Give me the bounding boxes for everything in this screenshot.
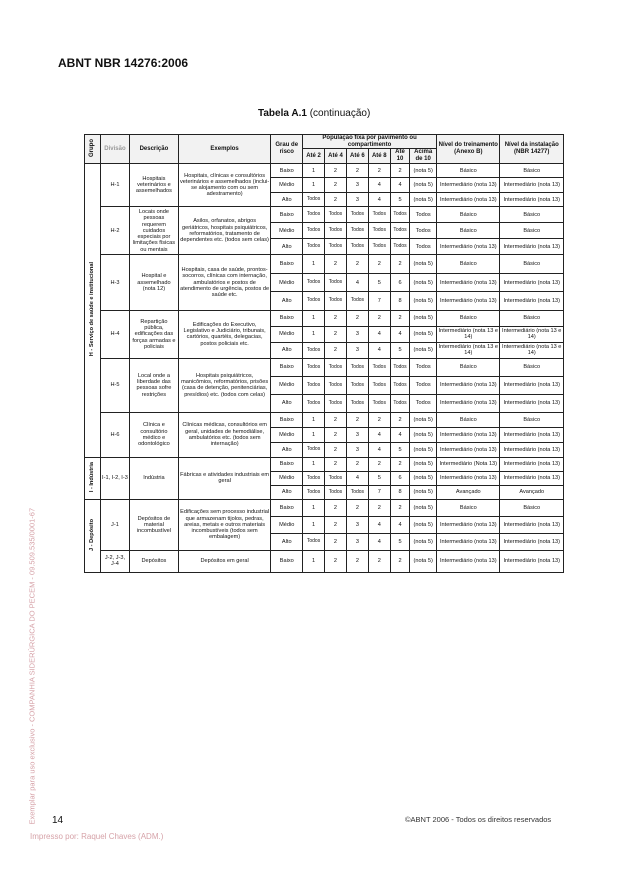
training-level: Intermediário (nota 13): [437, 376, 500, 394]
population-cell: Todos: [303, 376, 325, 394]
population-cell: (nota 5): [410, 427, 437, 442]
population-cell: (nota 5): [410, 178, 437, 193]
population-cell: 2: [346, 457, 368, 471]
table-row: [85, 358, 564, 376]
population-cell: Todos: [390, 207, 409, 223]
division-code: H-4: [100, 310, 129, 358]
training-level: Intermediário (nota 13): [437, 471, 500, 485]
installation-level: Intermediário (nota 13 e 14): [500, 326, 564, 342]
population-cell: Todos: [410, 376, 437, 394]
training-level: Básico: [437, 163, 500, 178]
population-cell: 2: [390, 550, 409, 572]
training-level: Básico: [437, 255, 500, 274]
installation-level: Intermediário (nota 13 e 14): [500, 342, 564, 358]
group-cell: [85, 499, 101, 572]
training-level: Intermediário (nota 13): [437, 516, 500, 533]
col-ate6: Até 6: [346, 149, 368, 163]
installation-level: Intermediário (nota 13): [500, 550, 564, 572]
installation-level: Intermediário (nota 13): [500, 178, 564, 193]
population-cell: (nota 5): [410, 192, 437, 207]
population-cell: 2: [325, 533, 347, 550]
population-cell: 4: [368, 516, 390, 533]
training-level: Intermediário (Nota 13): [437, 457, 500, 471]
population-cell: Todos: [325, 394, 347, 412]
population-cell: Todos: [325, 207, 347, 223]
population-cell: (nota 5): [410, 292, 437, 311]
population-cell: 2: [390, 255, 409, 274]
population-cell: Todos: [346, 223, 368, 239]
division-examples: Asilos, orfanatos, abrigos geriátricos, hospitais psiquiátricos, reformatórios, tratamento de dependentes etc. (todos sem celas): [178, 207, 271, 255]
division-description: Depósitos de material incombustível: [130, 499, 179, 550]
table-body: [85, 163, 564, 572]
population-cell: Todos: [303, 394, 325, 412]
division-examples: Edificações sem processo industrial que armazenam tijolos, pedras, areias, metais e outros materiais incombustíveis (todos sem embalagem): [178, 499, 271, 550]
group-cell: [85, 457, 101, 499]
population-cell: 4: [368, 178, 390, 193]
population-cell: 2: [325, 427, 347, 442]
risk-level: Baixo: [271, 412, 303, 427]
division-examples: Hospitais, clínicas e consultórios veterinários e assemelhados (inclui-se alojamento com ou sem adestramento): [178, 163, 271, 207]
population-cell: Todos: [346, 239, 368, 255]
population-cell: Todos: [325, 485, 347, 499]
population-cell: Todos: [303, 292, 325, 311]
risk-level: Alto: [271, 442, 303, 457]
division-code: I-1, I-2, I-3: [100, 457, 129, 499]
printed-by: Impresso por: Raquel Chaves (ADM.): [30, 832, 164, 841]
population-cell: Todos: [303, 533, 325, 550]
population-cell: 4: [368, 442, 390, 457]
population-cell: (nota 5): [410, 412, 437, 427]
installation-level: Intermediário (nota 13): [500, 192, 564, 207]
population-cell: Todos: [346, 485, 368, 499]
table-row: [85, 255, 564, 274]
population-cell: 1: [303, 516, 325, 533]
col-grupo: Grupo: [85, 135, 101, 164]
population-cell: Todos: [368, 358, 390, 376]
population-cell: 2: [325, 342, 347, 358]
table-row: [85, 499, 564, 516]
training-level: Intermediário (nota 13): [437, 178, 500, 193]
group-cell: [85, 163, 101, 457]
population-cell: 7: [368, 292, 390, 311]
population-cell: Todos: [410, 394, 437, 412]
population-cell: 2: [325, 310, 347, 326]
population-cell: 2: [325, 550, 347, 572]
population-cell: 2: [325, 516, 347, 533]
risk-level: Alto: [271, 342, 303, 358]
division-description: Hospital e assemelhado (nota 12): [130, 255, 179, 311]
division-examples: Hospitais psiquiátricos, manicômios, reformatórios, prisões (casa de detenção, penitenciárias, presídios) etc. (todos com celas): [178, 358, 271, 412]
installation-level: Intermediário (nota 13): [500, 394, 564, 412]
division-examples: Edificações do Executivo, Legislativo e Judiciário, tribunais, cartórios, quartéis, delegacias, postos policiais etc.: [178, 310, 271, 358]
population-cell: 5: [390, 192, 409, 207]
col-ate2: Até 2: [303, 149, 325, 163]
population-cell: (nota 5): [410, 516, 437, 533]
population-cell: 1: [303, 550, 325, 572]
population-cell: (nota 5): [410, 163, 437, 178]
population-cell: (nota 5): [410, 273, 437, 292]
risk-level: Médio: [271, 516, 303, 533]
population-cell: Todos: [346, 358, 368, 376]
risk-level: Médio: [271, 223, 303, 239]
population-cell: 2: [390, 412, 409, 427]
division-description: Hospitais veterinários e assemelhados: [130, 163, 179, 207]
risk-level: Alto: [271, 192, 303, 207]
population-cell: 1: [303, 310, 325, 326]
division-description: Indústria: [130, 457, 179, 499]
col-acima10: Acima de 10: [410, 149, 437, 163]
population-cell: 2: [368, 550, 390, 572]
population-cell: 8: [390, 485, 409, 499]
division-examples: Fábricas e atividades industriais em geral: [178, 457, 271, 499]
population-cell: Todos: [346, 292, 368, 311]
population-cell: (nota 5): [410, 457, 437, 471]
population-cell: Todos: [303, 342, 325, 358]
population-cell: 2: [368, 255, 390, 274]
installation-level: Básico: [500, 223, 564, 239]
population-cell: 3: [346, 442, 368, 457]
population-cell: Todos: [303, 358, 325, 376]
population-cell: Todos: [368, 394, 390, 412]
training-level: Intermediário (nota 13): [437, 533, 500, 550]
training-level: Avançado: [437, 485, 500, 499]
population-cell: 1: [303, 499, 325, 516]
division-code: J-1: [100, 499, 129, 550]
population-cell: Todos: [410, 358, 437, 376]
group-label: J - Depósito: [89, 518, 96, 551]
population-cell: 1: [303, 427, 325, 442]
population-cell: 5: [390, 442, 409, 457]
population-cell: 3: [346, 427, 368, 442]
population-cell: 2: [325, 192, 347, 207]
division-code: H-6: [100, 412, 129, 457]
population-cell: (nota 5): [410, 485, 437, 499]
population-cell: 4: [368, 533, 390, 550]
population-cell: Todos: [303, 471, 325, 485]
population-cell: Todos: [368, 223, 390, 239]
col-instalacao: Nível da instalação (NBR 14277): [500, 135, 564, 164]
population-cell: 2: [390, 457, 409, 471]
population-cell: 3: [346, 342, 368, 358]
population-cell: Todos: [410, 239, 437, 255]
population-cell: Todos: [368, 207, 390, 223]
training-level: Intermediário (nota 13): [437, 192, 500, 207]
installation-level: Intermediário (nota 13): [500, 471, 564, 485]
installation-level: Intermediário (nota 13): [500, 427, 564, 442]
population-cell: 2: [325, 457, 347, 471]
population-cell: Todos: [390, 223, 409, 239]
population-cell: (nota 5): [410, 310, 437, 326]
population-cell: 2: [368, 310, 390, 326]
table-row: [85, 207, 564, 223]
installation-level: Básico: [500, 358, 564, 376]
population-cell: Todos: [410, 207, 437, 223]
population-cell: 2: [346, 550, 368, 572]
population-cell: 1: [303, 178, 325, 193]
copyright: ©ABNT 2006 - Todos os direitos reservados: [405, 815, 552, 824]
col-grau: Grau de risco: [271, 135, 303, 164]
population-cell: (nota 5): [410, 342, 437, 358]
population-cell: 1: [303, 412, 325, 427]
population-cell: 1: [303, 326, 325, 342]
population-cell: 2: [325, 499, 347, 516]
population-cell: 4: [368, 427, 390, 442]
standard-header: ABNT NBR 14276:2006: [58, 56, 189, 70]
table-row: [85, 550, 564, 572]
risk-level: Médio: [271, 427, 303, 442]
training-level: Intermediário (nota 13): [437, 550, 500, 572]
population-cell: Todos: [390, 394, 409, 412]
population-cell: Todos: [325, 292, 347, 311]
population-cell: Todos: [325, 223, 347, 239]
training-level: Intermediário (nota 13): [437, 442, 500, 457]
population-cell: (nota 5): [410, 550, 437, 572]
installation-level: Básico: [500, 310, 564, 326]
population-cell: 2: [346, 255, 368, 274]
population-cell: 6: [390, 471, 409, 485]
risk-level: Alto: [271, 292, 303, 311]
training-level: Intermediário (nota 13 e 14): [438, 344, 498, 357]
population-cell: (nota 5): [410, 442, 437, 457]
population-cell: Todos: [368, 239, 390, 255]
table-row: [85, 457, 564, 471]
risk-level: Alto: [271, 485, 303, 499]
population-cell: 2: [325, 163, 347, 178]
installation-level: Intermediário (nota 13): [500, 442, 564, 457]
population-cell: Todos: [346, 376, 368, 394]
population-cell: 4: [390, 178, 409, 193]
population-cell: 2: [368, 499, 390, 516]
risk-level: Médio: [271, 376, 303, 394]
population-cell: Todos: [368, 376, 390, 394]
population-cell: Todos: [325, 358, 347, 376]
population-cell: 1: [303, 457, 325, 471]
population-cell: 3: [346, 326, 368, 342]
training-level: Básico: [437, 207, 500, 223]
table-title-name: Tabela A.1: [258, 108, 307, 119]
division-examples: Depósitos em geral: [178, 550, 271, 572]
division-description: Depósitos: [130, 550, 179, 572]
population-cell: Todos: [390, 239, 409, 255]
risk-table: [84, 134, 564, 573]
installation-level: Intermediário (nota 13): [500, 533, 564, 550]
group-label: H - Serviço de saúde e institucional: [89, 262, 96, 357]
population-cell: Todos: [325, 376, 347, 394]
population-cell: Todos: [410, 223, 437, 239]
table-title-suffix: (continuação): [309, 108, 371, 119]
watermark: Exemplar para uso exclusivo - COMPANHIA SIDERÚRGICA DO PECEM - 09.509.535/0001-67: [27, 507, 37, 825]
division-examples: Clínicas médicas, consultórios em geral, unidades de hemodiálise, ambulatórios etc. (todos sem internação): [178, 412, 271, 457]
population-cell: 5: [390, 533, 409, 550]
population-cell: (nota 5): [410, 326, 437, 342]
installation-level: Intermediário (nota 13): [500, 273, 564, 292]
division-code: H-2: [100, 207, 129, 255]
risk-level: Baixo: [271, 255, 303, 274]
population-cell: 2: [325, 255, 347, 274]
installation-level: Intermediário (nota 13): [500, 292, 564, 311]
col-descricao: Descrição: [130, 135, 179, 164]
risk-level: Baixo: [271, 207, 303, 223]
table-row: [85, 163, 564, 178]
risk-level: Médio: [271, 178, 303, 193]
population-cell: 3: [346, 192, 368, 207]
population-cell: 2: [325, 412, 347, 427]
col-ate8: Até 8: [368, 149, 390, 163]
population-cell: Todos: [325, 239, 347, 255]
division-code: H-3: [100, 255, 129, 311]
division-code: J-2, J-3, J-4: [100, 550, 129, 572]
installation-level: Avançado: [500, 485, 564, 499]
col-exemplos: Exemplos: [178, 135, 271, 164]
population-cell: 4: [390, 326, 409, 342]
population-cell: Todos: [303, 207, 325, 223]
risk-level: Alto: [271, 394, 303, 412]
training-level: Intermediário (nota 13): [437, 292, 500, 311]
table-row: [85, 310, 564, 326]
installation-level: Básico: [500, 499, 564, 516]
col-treinamento: Nível do treinamento (Anexo B): [437, 135, 500, 164]
risk-level: Baixo: [271, 310, 303, 326]
col-populacao: População fixa por pavimento ou compartimento: [303, 135, 437, 149]
population-cell: 6: [390, 273, 409, 292]
population-cell: 2: [325, 442, 347, 457]
division-description: Clínica e consultório médico e odontológico: [130, 412, 179, 457]
population-cell: 4: [390, 427, 409, 442]
table-row: [85, 412, 564, 427]
division-description: Repartição pública, edificações das forças armadas e policiais: [130, 310, 179, 358]
population-cell: 2: [390, 499, 409, 516]
division-code: H-5: [100, 358, 129, 412]
division-description: Local onde a liberdade das pessoas sofre restrições: [130, 358, 179, 412]
population-cell: Todos: [303, 239, 325, 255]
population-cell: Todos: [346, 394, 368, 412]
population-cell: 2: [390, 163, 409, 178]
population-cell: Todos: [303, 223, 325, 239]
training-level: Básico: [437, 358, 500, 376]
training-level: Básico: [437, 412, 500, 427]
installation-level: Básico: [500, 412, 564, 427]
population-cell: 3: [346, 516, 368, 533]
division-code: H-1: [100, 163, 129, 207]
risk-level: Médio: [271, 273, 303, 292]
population-cell: Todos: [346, 207, 368, 223]
population-cell: 2: [346, 310, 368, 326]
population-cell: 7: [368, 485, 390, 499]
training-level: Básico: [437, 499, 500, 516]
population-cell: 2: [325, 326, 347, 342]
page-number: 14: [52, 815, 64, 826]
population-cell: 8: [390, 292, 409, 311]
population-cell: 4: [346, 273, 368, 292]
population-cell: 5: [368, 273, 390, 292]
population-cell: 5: [390, 342, 409, 358]
risk-level: Baixo: [271, 457, 303, 471]
population-cell: Todos: [390, 376, 409, 394]
population-cell: Todos: [325, 273, 347, 292]
population-cell: 1: [303, 255, 325, 274]
training-level: Intermediário (nota 13): [437, 394, 500, 412]
risk-level: Médio: [271, 471, 303, 485]
population-cell: 5: [368, 471, 390, 485]
training-level: Intermediário (nota 13): [437, 273, 500, 292]
installation-level: Básico: [500, 255, 564, 274]
population-cell: Todos: [303, 273, 325, 292]
risk-level: Baixo: [271, 499, 303, 516]
population-cell: 1: [303, 163, 325, 178]
population-cell: (nota 5): [410, 533, 437, 550]
risk-level: Médio: [271, 326, 303, 342]
group-label: I - Indústria: [89, 462, 96, 493]
division-description: Locais onde pessoas requerem cuidados especiais por limitações físicas ou mentais: [130, 207, 179, 255]
population-cell: 2: [346, 163, 368, 178]
population-cell: Todos: [303, 442, 325, 457]
population-cell: 2: [368, 412, 390, 427]
population-cell: 2: [368, 163, 390, 178]
division-examples: Hospitais, casa de saúde, prontos-socorros, clínicas com internação, ambulatórios e postos de atendimento de urgência, postos de saúde etc.: [178, 255, 271, 311]
population-cell: (nota 5): [410, 499, 437, 516]
training-level: Intermediário (nota 13): [437, 239, 500, 255]
risk-level: Baixo: [271, 163, 303, 178]
population-cell: (nota 5): [410, 471, 437, 485]
population-cell: Todos: [325, 471, 347, 485]
population-cell: 2: [368, 457, 390, 471]
population-cell: 4: [346, 471, 368, 485]
population-cell: 2: [346, 499, 368, 516]
population-cell: (nota 5): [410, 255, 437, 274]
installation-level: Intermediário (nota 13): [500, 376, 564, 394]
col-ate10: Até 10: [390, 149, 409, 163]
table-title: [258, 108, 370, 119]
installation-level: Básico: [500, 207, 564, 223]
population-cell: 3: [346, 533, 368, 550]
population-cell: 2: [390, 310, 409, 326]
col-divisao: Divisão: [100, 135, 129, 164]
installation-level: Intermediário (nota 13): [500, 239, 564, 255]
population-cell: Todos: [303, 485, 325, 499]
population-cell: Todos: [303, 192, 325, 207]
risk-level: Alto: [271, 533, 303, 550]
risk-level: Baixo: [271, 550, 303, 572]
population-cell: 4: [390, 516, 409, 533]
population-cell: 3: [346, 178, 368, 193]
population-cell: Todos: [390, 358, 409, 376]
training-level: Intermediário (nota 13): [437, 427, 500, 442]
col-ate4: Até 4: [325, 149, 347, 163]
training-level: Intermediário (nota 13 e 14): [438, 328, 498, 341]
training-level: Básico: [437, 310, 500, 326]
risk-level: Alto: [271, 239, 303, 255]
installation-level: Básico: [500, 163, 564, 178]
population-cell: 2: [346, 412, 368, 427]
training-level: Básico: [437, 223, 500, 239]
installation-level: Intermediário (nota 13): [500, 516, 564, 533]
population-cell: 4: [368, 192, 390, 207]
population-cell: 4: [368, 342, 390, 358]
population-cell: 4: [368, 326, 390, 342]
risk-level: Baixo: [271, 358, 303, 376]
installation-level: Intermediário (nota 13): [500, 457, 564, 471]
population-cell: 2: [325, 178, 347, 193]
